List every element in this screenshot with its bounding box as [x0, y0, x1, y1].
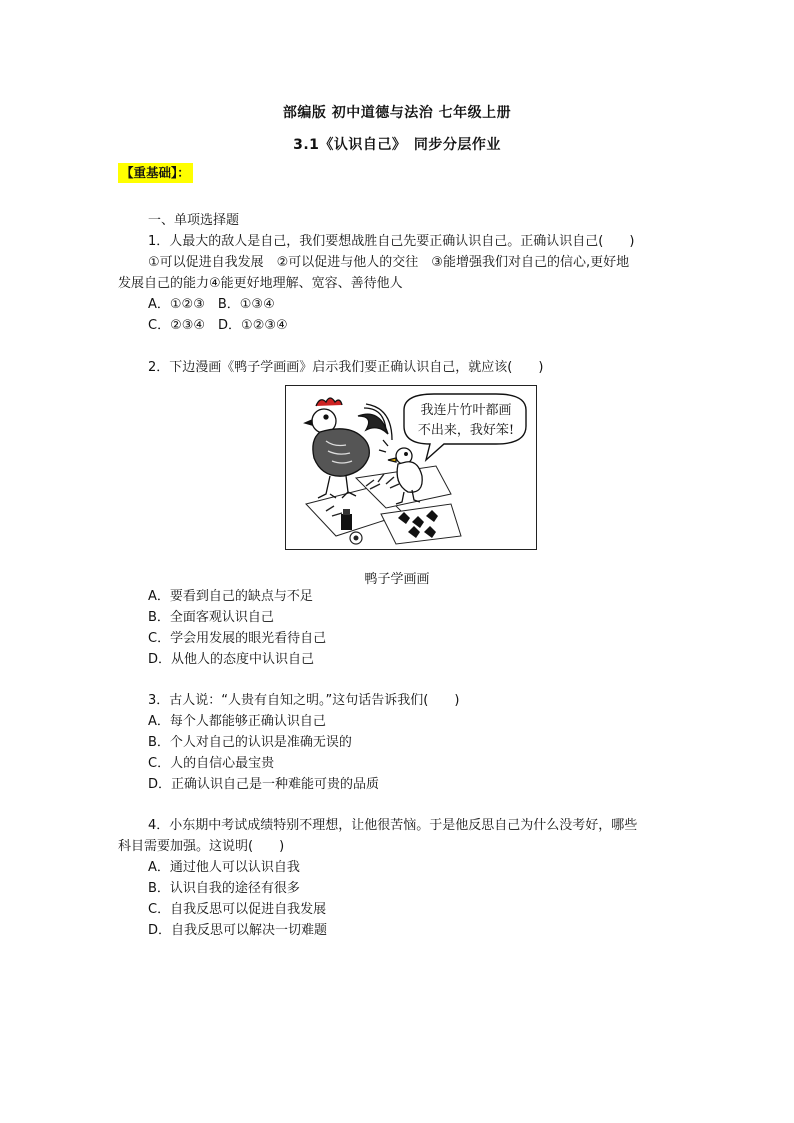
q4-stem-line2: 科目需要加强。这说明( ): [118, 839, 285, 854]
q4-stem-line1: 4．小东期中考试成绩特别不理想，让他很苦恼。于是他反思自己为什么没考好，哪些: [148, 818, 638, 833]
q3-option-d: D．正确认识自己是一种难能可贵的品质: [148, 777, 380, 792]
comic-speech-line1: 我连片竹叶都画: [420, 403, 512, 418]
comic-image: [285, 385, 537, 550]
document-subtitle: 3.1《认识自己》 同步分层作业: [293, 137, 501, 153]
q1-statements-line2: 发展自己的能力④能更好地理解、宽容、善待他人: [118, 276, 403, 291]
speech-bubble: [404, 394, 526, 460]
q4-option-d: D．自我反思可以解决一切难题: [148, 923, 328, 938]
q3-option-c: C．人的自信心最宝贵: [148, 756, 275, 771]
q1-options-line1: A．①②③ B．①③④: [148, 297, 275, 312]
section-heading: 一、单项选择题: [148, 213, 240, 228]
q1-options-line2: C．②③④ D．①②③④: [148, 318, 288, 333]
q2-option-b: B．全面客观认识自己: [148, 610, 274, 625]
document-title: 部编版 初中道德与法治 七年级上册: [282, 105, 512, 121]
q2-option-d: D．从他人的态度中认识自己: [148, 652, 315, 667]
q3-option-b: B．个人对自己的认识是准确无误的: [148, 735, 352, 750]
q2-stem: 2．下边漫画《鸭子学画画》启示我们要正确认识自己，就应该( ): [148, 360, 544, 375]
q4-option-c: C．自我反思可以促进自我发展: [148, 902, 327, 917]
q1-stem: 1．人最大的敌人是自己，我们要想战胜自己先要正确认识自己。正确认识自己( ): [148, 234, 635, 249]
comic-speech-line2: 不出来，我好笨!: [417, 423, 515, 438]
section-tag: 【重基础】：: [118, 163, 193, 183]
q1-statements-line1: ①可以促进自我发展 ②可以促进与他人的交往 ③能增强我们对自己的信心,更好地: [148, 255, 630, 270]
q4-option-b: B．认识自我的途径有很多: [148, 881, 300, 896]
q3-stem: 3．古人说：“人贵有自知之明。”这句话告诉我们( ): [148, 693, 460, 708]
q2-option-c: C．学会用发展的眼光看待自己: [148, 631, 327, 646]
q2-option-a: A．要看到自己的缺点与不足: [148, 589, 313, 604]
q3-option-a: A．每个人都能够正确认识自己: [148, 714, 326, 729]
comic-caption: 鸭子学画画: [364, 572, 430, 587]
q4-option-a: A．通过他人可以认识自我: [148, 860, 300, 875]
